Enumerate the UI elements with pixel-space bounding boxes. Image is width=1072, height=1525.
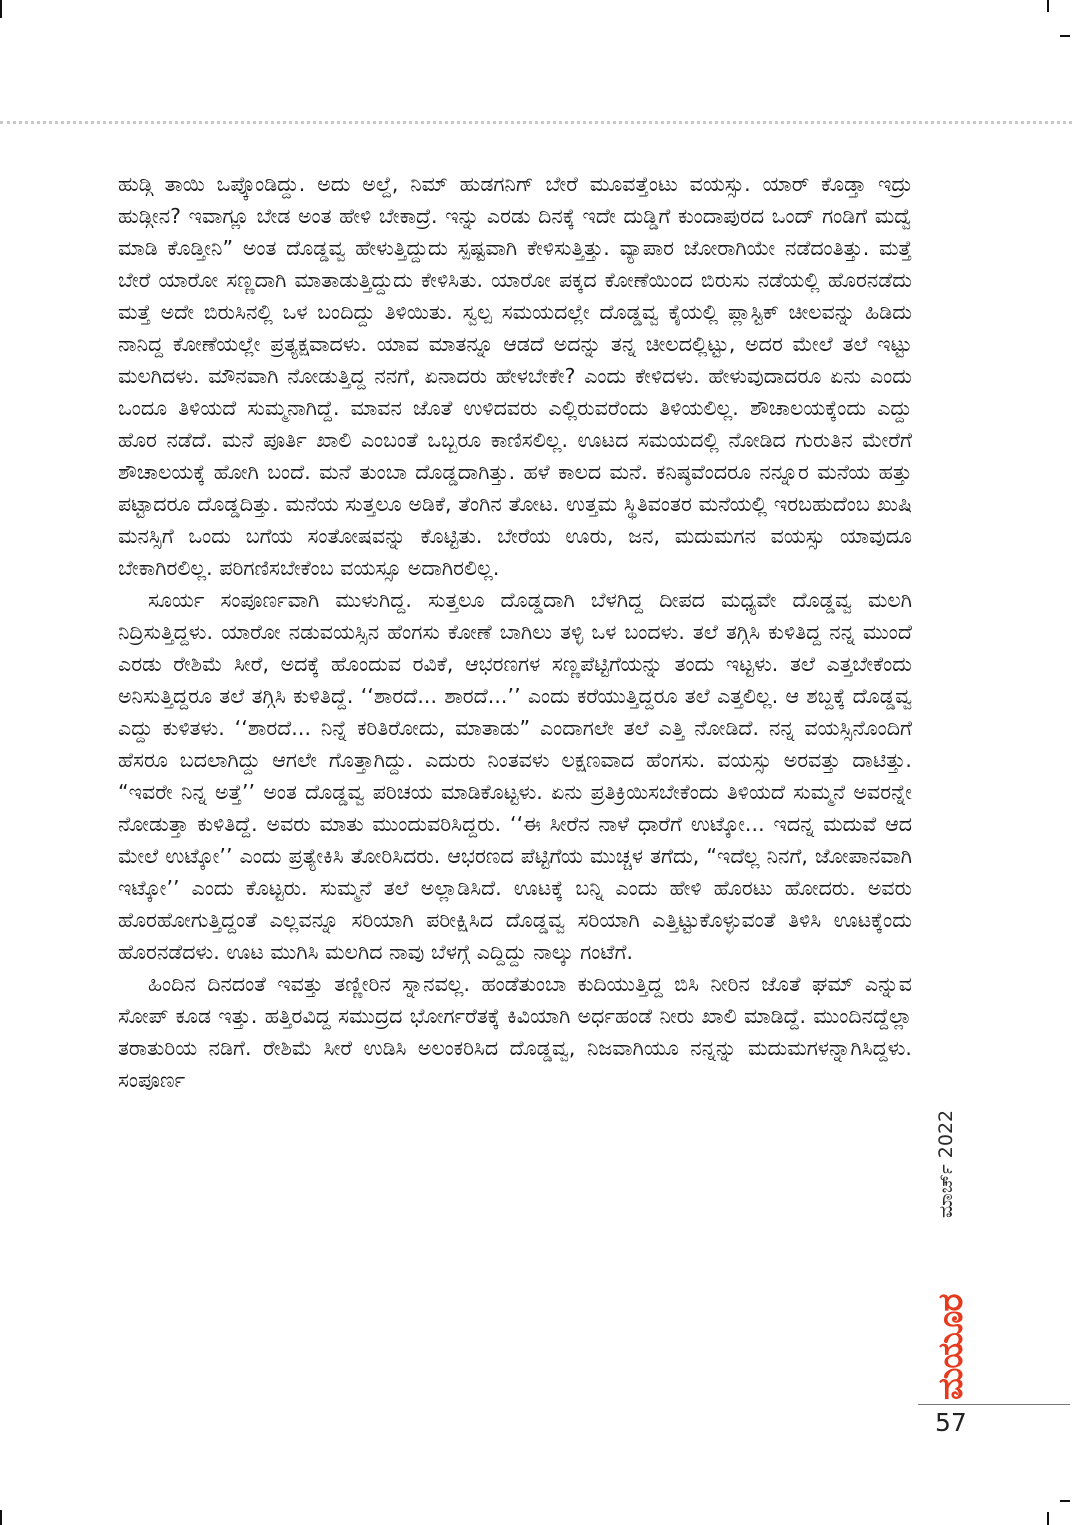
crop-mark-right-top [1060, 35, 1070, 37]
article-paragraph: ಹಿಂದಿನ ದಿನದಂತೆ ಇವತ್ತು ತಣ್ಣೀರಿನ ಸ್ನಾನವಲ್ಲ. ಹಂಡೆತುಂಬಾ ಕುದಿಯುತ್ತಿದ್ದ ಬಿಸಿ ನೀರಿನ ಜೊತೆ ಘಮ್ ಎನ್ನುವ ಸೋಪ್ ಕೂಡ ಇತ್ತು. ಹತ್ತಿರವಿದ್ದ ಸಮುದ್ರದ ಭೋರ್ಗರೆತಕ್ಕೆ ಕಿವಿಯಾಗಿ ಅರ್ಧಹಂಡೆ ನೀರು ಖಾಲಿ ಮಾಡಿದ್ದೆ. ಮುಂದಿನದ್ದೆಲ್ಲಾ ತರಾತುರಿಯ ನಡಿಗೆ. ರೇಶಿಮೆ ಸೀರೆ ಉಡಿಸಿ ಅಲಂಕರಿಸಿದ ದೊಡ್ಡವ್ವ, ನಿಜವಾಗಿಯೂ ನನ್ನನ್ನು ಮದುಮಗಳನ್ನಾಗಿಸಿದ್ದಳು. ಸಂಪೂರ್ಣ [118, 972, 912, 1092]
article-paragraph: ಹುಡ್ಗಿ ತಾಯಿ ಒಪ್ಕೊಂಡಿದ್ದು. ಅದು ಅಲ್ದೆ, ನಿಮ್ ಹುಡಗನಿಗ್ ಬೇರೆ ಮೂವತ್ತೆಂಟು ವಯಸ್ಸು. ಯಾರ್ ಕೊಡ್ತಾ ಇದ್ರು ಹುಡ್ಗೀನ? ಇವಾಗ್ಲೂ ಬೇಡ ಅಂತ ಹೇಳಿ ಬೇಕಾದ್ರೆ. ಇನ್ನು ಎರಡು ದಿನಕ್ಕೆ ಇದೇ ದುಡ್ಡಿಗೆ ಕುಂದಾಪುರದ ಒಂದ್ ಗಂಡಿಗೆ ಮದ್ವೆ ಮಾಡಿ ಕೊಡ್ತೀನಿ” ಅಂತ ದೊಡ್ಡವ್ವ ಹೇಳುತ್ತಿದ್ದುದು ಸ್ಪಷ್ಟವಾಗಿ ಕೇಳಿಸುತ್ತಿತ್ತು. ವ್ಯಾಪಾರ ಜೋರಾಗಿಯೇ ನಡೆದಂತಿತ್ತು. ಮತ್ತೆ ಬೇರೆ ಯಾರೋ ಸಣ್ಣದಾಗಿ ಮಾತಾಡುತ್ತಿದ್ದುದು ಕೇಳಿಸಿತು. ಯಾರೋ ಪಕ್ಕದ ಕೋಣೆಯಿಂದ ಬಿರುಸು ನಡೆಯಲ್ಲಿ ಹೊರನಡೆದು ಮತ್ತೆ ಅದೇ ಬಿರುಸಿನಲ್ಲಿ ಒಳ ಬಂದಿದ್ದು ತಿಳಿಯಿತು. ಸ್ವಲ್ಪ ಸಮಯದಲ್ಲೇ ದೊಡ್ಡವ್ವ ಕೈಯಲ್ಲಿ ಪ್ಲಾಸ್ಟಿಕ್ ಚೀಲವನ್ನು ಹಿಡಿದು ನಾನಿದ್ದ ಕೋಣೆಯಲ್ಲೇ ಪ್ರತ್ಯಕ್ಷವಾದಳು. ಯಾವ ಮಾತನ್ನೂ ಆಡದೆ ಅದನ್ನು ತನ್ನ ಚೀಲದಲ್ಲಿಟ್ಟು, ಅದರ ಮೇಲೆ ತಲೆ ಇಟ್ಟು ಮಲಗಿದಳು. ಮೌನವಾಗಿ ನೋಡುತ್ತಿದ್ದ ನನಗೆ, ಏನಾದರು ಹೇಳಬೇಕೇ? ಎಂದು ಕೇಳಿದಳು. ಹೇಳುವುದಾದರೂ ಏನು ಎಂದು ಒಂದೂ ತಿಳಿಯದೆ ಸುಮ್ಮನಾಗಿದ್ದೆ. ಮಾವನ ಜೊತೆ ಉಳಿದವರು ಎಲ್ಲಿರುವರೆಂದು ತಿಳಿಯಲಿಲ್ಲ. ಶೌಚಾಲಯಕ್ಕೆಂದು ಎದ್ದು ಹೊರ ನಡೆದೆ. ಮನೆ ಪೂರ್ತಿ ಖಾಲಿ ಎಂಬಂತೆ ಒಬ್ಬರೂ ಕಾಣಿಸಲಿಲ್ಲ. ಊಟದ ಸಮಯದಲ್ಲಿ ನೋಡಿದ ಗುರುತಿನ ಮೇರೆಗೆ ಶೌಚಾಲಯಕ್ಕೆ ಹೋಗಿ ಬಂದೆ. ಮನೆ ತುಂಬಾ ದೊಡ್ಡದಾಗಿತ್ತು. ಹಳೆ ಕಾಲದ ಮನೆ. ಕನಿಷ್ಠವೆಂದರೂ ನನ್ನೂರ ಮನೆಯ ಹತ್ತು ಪಟ್ಟಾದರೂ ದೊಡ್ಡದಿತ್ತು. ಮನೆಯ ಸುತ್ತಲೂ ಅಡಿಕೆ, ತೆಂಗಿನ ತೋಟ. ಉತ್ತಮ ಸ್ಥಿತಿವಂತರ ಮನೆಯಲ್ಲಿ ಇರಬಹುದೆಂಬ ಖುಷಿ ಮನಸ್ಸಿಗೆ ಒಂದು ಬಗೆಯ ಸಂತೋಷವನ್ನು ಕೊಟ್ಟಿತು. ಬೇರೆಯ ಊರು, ಜನ, ಮದುಮಗನ ವಯಸ್ಸು ಯಾವುದೂ ಬೇಕಾಗಿರಲಿಲ್ಲ. ಪರಿಗಣಿಸಬೇಕೆಂಬ ವಯಸ್ಸೂ ಅದಾಗಿರಲಿಲ್ಲ. [118, 172, 912, 580]
issue-date: ಮಾರ್ಚ್ 2022 [935, 1109, 957, 1218]
crop-mark-right-bottom [1060, 1500, 1070, 1502]
magazine-logo: ಮಯೂರ [931, 1294, 971, 1400]
article-body [118, 168, 912, 1096]
crop-mark-top-left [0, 0, 2, 18]
page-number: 57 [935, 1408, 967, 1437]
crop-mark-bottom-left [0, 1510, 2, 1525]
crop-mark-bottom-right [1047, 1512, 1049, 1525]
article-paragraph: ಸೂರ್ಯ ಸಂಪೂರ್ಣವಾಗಿ ಮುಳುಗಿದ್ದ. ಸುತ್ತಲೂ ದೊಡ್ಡದಾಗಿ ಬೆಳಗಿದ್ದ ದೀಪದ ಮಧ್ಯವೇ ದೊಡ್ಡವ್ವ ಮಲಗಿ ನಿದ್ರಿಸುತ್ತಿದ್ದಳು. ಯಾರೋ ನಡುವಯಸ್ಸಿನ ಹೆಂಗಸು ಕೋಣೆ ಬಾಗಿಲು ತಳ್ಳಿ ಒಳ ಬಂದಳು. ತಲೆ ತಗ್ಗಿಸಿ ಕುಳಿತಿದ್ದ ನನ್ನ ಮುಂದೆ ಎರಡು ರೇಶಿಮೆ ಸೀರೆ, ಅದಕ್ಕೆ ಹೊಂದುವ ರವಿಕೆ, ಆಭರಣಗಳ ಸಣ್ಣಪೆಟ್ಟಿಗೆಯನ್ನು ತಂದು ಇಟ್ಟಳು. ತಲೆ ಎತ್ತಬೇಕೆಂದು ಅನಿಸುತ್ತಿದ್ದರೂ ತಲೆ ತಗ್ಗಿಸಿ ಕುಳಿತಿದ್ದೆ. ‘‘ಶಾರದೆ... ಶಾರದೆ...’’ ಎಂದು ಕರೆಯುತ್ತಿದ್ದರೂ ತಲೆ ಎತ್ತಲಿಲ್ಲ. ಆ ಶಬ್ದಕ್ಕೆ ದೊಡ್ಡವ್ವ ಎದ್ದು ಕುಳಿತಳು. ‘‘ಶಾರದೆ... ನಿನ್ನೆ ಕರಿತಿರೋದು, ಮಾತಾಡು” ಎಂದಾಗಲೇ ತಲೆ ಎತ್ತಿ ನೋಡಿದೆ. ನನ್ನ ವಯಸ್ಸಿನೊಂದಿಗೆ ಹೆಸರೂ ಬದಲಾಗಿದ್ದು ಆಗಲೇ ಗೊತ್ತಾಗಿದ್ದು. ಎದುರು ನಿಂತವಳು ಲಕ್ಷಣವಾದ ಹೆಂಗಸು. ವಯಸ್ಸು ಅರವತ್ತು ದಾಟಿತ್ತು. “ಇವರೇ ನಿನ್ನ ಅತ್ತೆ’’ ಅಂತ ದೊಡ್ಡವ್ವ ಪರಿಚಯ ಮಾಡಿಕೊಟ್ಟಳು. ಏನು ಪ್ರತಿಕ್ರಿಯಿಸಬೇಕೆಂದು ತಿಳಿಯದೆ ಸುಮ್ಮನೆ ಅವರನ್ನೇ ನೋಡುತ್ತಾ ಕುಳಿತಿದ್ದೆ. ಅವರು ಮಾತು ಮುಂದುವರಿಸಿದ್ದರು. ‘‘ಈ ಸೀರೆನ ನಾಳೆ ಧಾರೆಗೆ ಉಟ್ಕೋ... ಇದನ್ನ ಮದುವೆ ಆದ ಮೇಲೆ ಉಟ್ಕೋ’’ ಎಂದು ಪ್ರತ್ಯೇಕಿಸಿ ತೋರಿಸಿದರು. ಆಭರಣದ ಪೆಟ್ಟಿಗೆಯ ಮುಚ್ಚಳ ತಗೆದು, “ಇದೆಲ್ಲ ನಿನಗೆ, ಜೋಪಾನವಾಗಿ ಇಟ್ಕೋ’’ ಎಂದು ಕೊಟ್ಟರು. ಸುಮ್ಮನೆ ತಲೆ ಅಲ್ಲಾಡಿಸಿದೆ. ಊಟಕ್ಕೆ ಬನ್ನಿ ಎಂದು ಹೇಳಿ ಹೊರಟು ಹೋದರು. ಅವರು ಹೊರಹೋಗುತ್ತಿದ್ದಂತೆ ಎಲ್ಲವನ್ನೂ ಸರಿಯಾಗಿ ಪರೀಕ್ಷಿಸಿದ ದೊಡ್ಡವ್ವ ಸರಿಯಾಗಿ ಎತ್ತಿಟ್ಟುಕೊಳ್ಳುವಂತೆ ತಿಳಿಸಿ ಊಟಕ್ಕೆಂದು ಹೊರನಡೆದಳು. ಊಟ ಮುಗಿಸಿ ಮಲಗಿದ ನಾವು ಬೆಳಗ್ಗೆ ಎದ್ದಿದ್ದು ನಾಲ್ಕು ಗಂಟೆಗೆ. [118, 588, 912, 964]
crop-mark-top-right [1047, 0, 1049, 12]
header-dotted-rule [0, 121, 1072, 124]
